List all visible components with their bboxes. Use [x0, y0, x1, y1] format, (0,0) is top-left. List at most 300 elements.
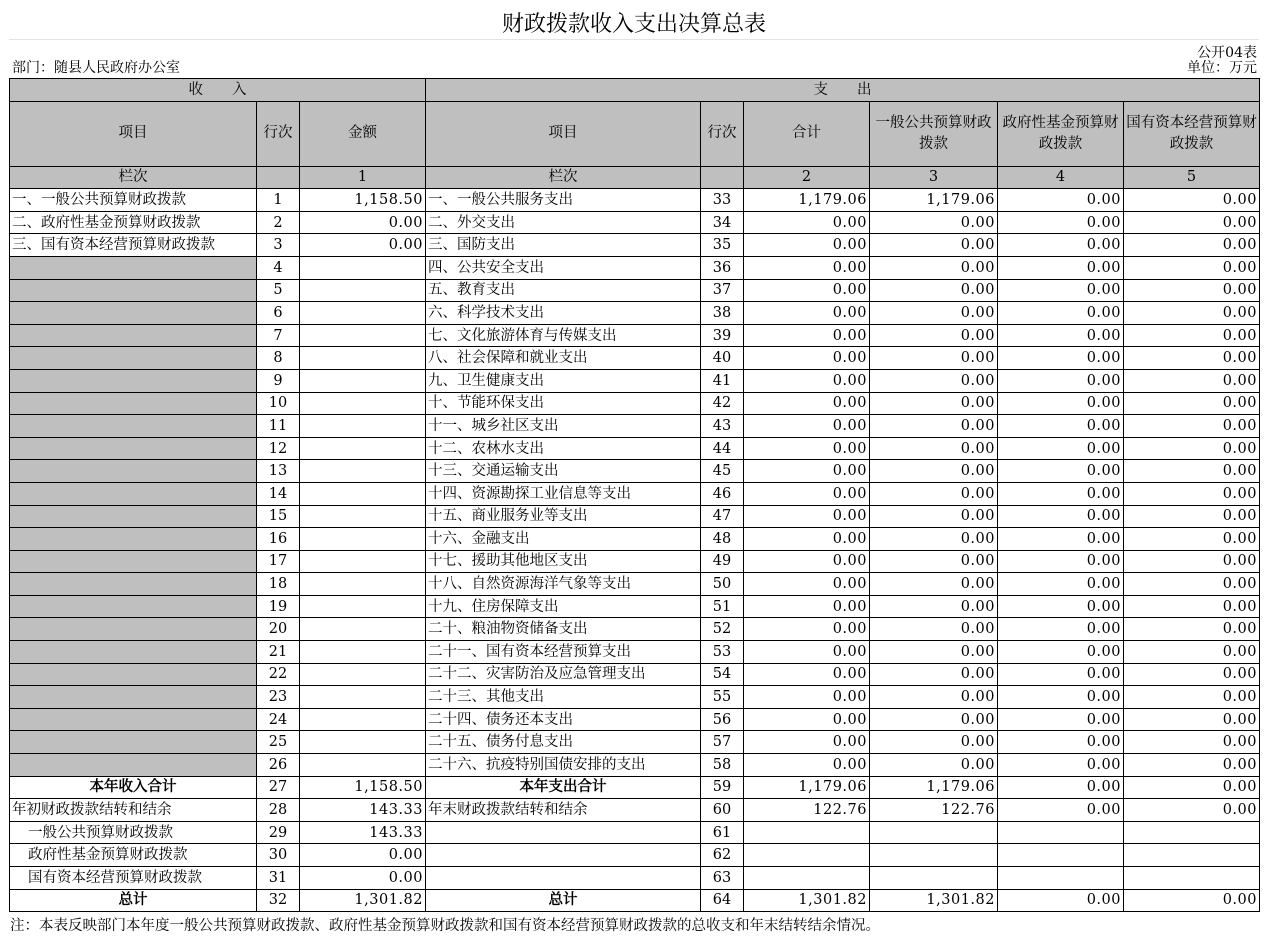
income-amount: [300, 302, 426, 325]
table-row: [10, 754, 1260, 777]
form-code: 公开04表: [1197, 45, 1257, 61]
sub-capital-amount: 0.00: [300, 867, 426, 890]
income-row-no: 4: [257, 256, 300, 279]
expense-row-no: 47: [701, 505, 744, 528]
expense-total: 0.00: [744, 641, 870, 664]
expense-row-no: 54: [701, 663, 744, 686]
expense-row-no: 37: [701, 279, 744, 302]
expense-total: 0.00: [744, 234, 870, 257]
sub-capital-row: 31: [257, 867, 300, 890]
table-row: [10, 347, 1260, 370]
expense-row-no: 48: [701, 528, 744, 551]
expense-row-no: 44: [701, 437, 744, 460]
table-row: [10, 708, 1260, 731]
expense-row-no: 34: [701, 211, 744, 234]
sub-fund-row: 30: [257, 844, 300, 867]
expense-general: 0.00: [870, 528, 998, 551]
income-item: [10, 618, 257, 641]
expense-fund: 0.00: [998, 595, 1124, 618]
income-row-no: 12: [257, 437, 300, 460]
income-amount: [300, 754, 426, 777]
expense-row-no: 42: [701, 392, 744, 415]
expense-item: 四、公共安全支出: [426, 256, 701, 279]
expense-fund: 0.00: [998, 505, 1124, 528]
expense-capital: 0.00: [1124, 731, 1260, 754]
income-item: [10, 256, 257, 279]
expense-general: 0.00: [870, 302, 998, 325]
expense-total: 0.00: [744, 482, 870, 505]
table-row: [10, 663, 1260, 686]
expense-item: 十九、住房保障支出: [426, 595, 701, 618]
sub-general-amount: 143.33: [300, 821, 426, 844]
table-row: [10, 234, 1260, 257]
expense-fund: 0.00: [998, 618, 1124, 641]
expense-row-no: 35: [701, 234, 744, 257]
expense-item: 二十二、灾害防治及应急管理支出: [426, 663, 701, 686]
income-row-no: 19: [257, 595, 300, 618]
income-row-no: 18: [257, 573, 300, 596]
expense-capital: 0.00: [1124, 663, 1260, 686]
table-row: [10, 369, 1260, 392]
expense-item: 十七、援助其他地区支出: [426, 550, 701, 573]
report-meta: [9, 40, 1259, 78]
expense-fund: 0.00: [998, 369, 1124, 392]
expense-general: 0.00: [870, 256, 998, 279]
income-row-no: 14: [257, 482, 300, 505]
income-row-no: 20: [257, 618, 300, 641]
income-amount: 0.00: [300, 211, 426, 234]
grand-income-label: 总计: [10, 889, 257, 912]
income-row-no: 2: [257, 211, 300, 234]
income-row-no: 24: [257, 708, 300, 731]
year-income-row: 27: [257, 776, 300, 799]
expense-capital: 0.00: [1124, 369, 1260, 392]
expense-fund: 0.00: [998, 550, 1124, 573]
expense-general: 0.00: [870, 437, 998, 460]
expense-fund: 0.00: [998, 708, 1124, 731]
expense-item: 十四、资源勘探工业信息等支出: [426, 482, 701, 505]
year-expense-capital: 0.00: [1124, 776, 1260, 799]
expense-fund: 0.00: [998, 234, 1124, 257]
income-item: 三、国有资本经营预算财政拨款: [10, 234, 257, 257]
expense-capital: 0.00: [1124, 211, 1260, 234]
expense-capital: 0.00: [1124, 573, 1260, 596]
expense-item: 九、卫生健康支出: [426, 369, 701, 392]
sub-capital-label: 国有资本经营预算财政拨款: [10, 867, 257, 890]
table-row: [10, 550, 1260, 573]
grand-income-row: 32: [257, 889, 300, 912]
expense-item: 二十一、国有资本经营预算支出: [426, 641, 701, 664]
income-row-no: 23: [257, 686, 300, 709]
expense-fund: 0.00: [998, 482, 1124, 505]
income-item: [10, 528, 257, 551]
expense-general: 0.00: [870, 708, 998, 731]
income-amount: 1,158.50: [300, 189, 426, 212]
expense-rowno-header: 行次: [701, 101, 744, 166]
income-amount: [300, 369, 426, 392]
income-item: 二、政府性基金预算财政拨款: [10, 211, 257, 234]
sub-fund-expense-row: 62: [701, 844, 744, 867]
expense-fund: 0.00: [998, 686, 1124, 709]
blank-cell: [257, 166, 300, 189]
expense-total: 0.00: [744, 618, 870, 641]
expense-general: 0.00: [870, 279, 998, 302]
end-carryover-row: 60: [701, 799, 744, 822]
sub-fund-amount: 0.00: [300, 844, 426, 867]
expense-fund: 0.00: [998, 256, 1124, 279]
expense-total: 0.00: [744, 369, 870, 392]
income-row-no: 21: [257, 641, 300, 664]
carryover-sub-row: [10, 821, 1260, 844]
expense-general: 0.00: [870, 505, 998, 528]
expense-general: 1,179.06: [870, 189, 998, 212]
income-rowno-header: 行次: [257, 101, 300, 166]
income-row-no: 17: [257, 550, 300, 573]
expense-general: 0.00: [870, 595, 998, 618]
table-row: [10, 415, 1260, 438]
expense-general: 0.00: [870, 392, 998, 415]
expense-total: 0.00: [744, 550, 870, 573]
expense-general: 0.00: [870, 618, 998, 641]
expense-item: 十二、农林水支出: [426, 437, 701, 460]
expense-capital: 0.00: [1124, 392, 1260, 415]
table-row: [10, 302, 1260, 325]
income-amount: [300, 528, 426, 551]
income-item: [10, 460, 257, 483]
year-income-amount: 1,158.50: [300, 776, 426, 799]
column-header-row: [10, 101, 1260, 166]
expense-item: 五、教育支出: [426, 279, 701, 302]
income-item-header: 项目: [10, 101, 257, 166]
expense-fund: 0.00: [998, 211, 1124, 234]
table-row: [10, 256, 1260, 279]
income-amount: [300, 415, 426, 438]
income-item: [10, 573, 257, 596]
year-expense-fund: 0.00: [998, 776, 1124, 799]
income-row-no: 7: [257, 324, 300, 347]
expense-item: 七、文化旅游体育与传媒支出: [426, 324, 701, 347]
expense-item: 二十、粮油物资储备支出: [426, 618, 701, 641]
expense-capital: 0.00: [1124, 528, 1260, 551]
income-amount: [300, 708, 426, 731]
expense-capital: 0.00: [1124, 754, 1260, 777]
income-row-no: 25: [257, 731, 300, 754]
table-row: [10, 505, 1260, 528]
expense-row-no: 33: [701, 189, 744, 212]
expense-capital: 0.00: [1124, 482, 1260, 505]
income-amount: [300, 392, 426, 415]
general-budget-header: 一般公共预算财政拨款: [870, 101, 998, 166]
expense-general: 0.00: [870, 731, 998, 754]
col-index-3: 3: [870, 166, 998, 189]
expense-general: 0.00: [870, 460, 998, 483]
expense-general: 0.00: [870, 482, 998, 505]
expense-fund: 0.00: [998, 347, 1124, 370]
carryover-sub-row: [10, 844, 1260, 867]
department-label: 部门：随县人民政府办公室: [12, 60, 180, 76]
blank-cell: [744, 844, 870, 867]
table-row: [10, 618, 1260, 641]
expense-row-no: 53: [701, 641, 744, 664]
expense-fund: 0.00: [998, 324, 1124, 347]
sub-fund-label: 政府性基金预算财政拨款: [10, 844, 257, 867]
expense-fund: 0.00: [998, 189, 1124, 212]
expense-total-header: 合计: [744, 101, 870, 166]
blank-cell: [426, 867, 701, 890]
table-row: [10, 641, 1260, 664]
expense-general: 0.00: [870, 369, 998, 392]
expense-row-no: 40: [701, 347, 744, 370]
income-amount: [300, 573, 426, 596]
expense-row-no: 43: [701, 415, 744, 438]
expense-total: 0.00: [744, 324, 870, 347]
blank-cell: [998, 844, 1124, 867]
year-total-row: [10, 776, 1260, 799]
table-row: [10, 460, 1260, 483]
blank-cell: [870, 844, 998, 867]
income-amount: 0.00: [300, 234, 426, 257]
expense-fund: 0.00: [998, 573, 1124, 596]
year-expense-total: 1,179.06: [744, 776, 870, 799]
blank-cell: [744, 867, 870, 890]
expense-general: 0.00: [870, 324, 998, 347]
blank-cell: [870, 867, 998, 890]
income-amount: [300, 279, 426, 302]
expense-fund: 0.00: [998, 279, 1124, 302]
income-amount: [300, 347, 426, 370]
end-carryover-total: 122.76: [744, 799, 870, 822]
year-expense-row: 59: [701, 776, 744, 799]
expense-general: 0.00: [870, 663, 998, 686]
expense-total: 1,179.06: [744, 189, 870, 212]
expense-fund: 0.00: [998, 641, 1124, 664]
expense-fund: 0.00: [998, 392, 1124, 415]
income-item: [10, 754, 257, 777]
begin-carryover-row: 28: [257, 799, 300, 822]
expense-capital: 0.00: [1124, 708, 1260, 731]
income-item: [10, 437, 257, 460]
expense-item: 二十三、其他支出: [426, 686, 701, 709]
blank-cell: [1124, 844, 1260, 867]
income-amount: [300, 641, 426, 664]
end-carryover-label: 年末财政拨款结转和结余: [426, 799, 701, 822]
col-index-5: 5: [1124, 166, 1260, 189]
income-item: [10, 663, 257, 686]
income-amount: [300, 460, 426, 483]
sub-general-label: 一般公共预算财政拨款: [10, 821, 257, 844]
income-amount: [300, 324, 426, 347]
expense-row-no: 39: [701, 324, 744, 347]
expense-total: 0.00: [744, 686, 870, 709]
table-row: [10, 573, 1260, 596]
expense-capital: 0.00: [1124, 460, 1260, 483]
income-amount: [300, 482, 426, 505]
expense-item: 十三、交通运输支出: [426, 460, 701, 483]
expense-general: 0.00: [870, 754, 998, 777]
expense-item-header: 项目: [426, 101, 701, 166]
income-row-no: 16: [257, 528, 300, 551]
income-amount: [300, 595, 426, 618]
col-index-2: 2: [744, 166, 870, 189]
expense-row-no: 38: [701, 302, 744, 325]
income-item: [10, 686, 257, 709]
begin-carryover-label: 年初财政拨款结转和结余: [10, 799, 257, 822]
table-row: [10, 211, 1260, 234]
expense-row-no: 58: [701, 754, 744, 777]
blank-cell: [998, 821, 1124, 844]
income-amount: [300, 686, 426, 709]
group-header-row: [10, 79, 1260, 102]
expense-total: 0.00: [744, 279, 870, 302]
table-row: [10, 324, 1260, 347]
income-group-header: 收 入: [10, 79, 426, 102]
expense-capital: 0.00: [1124, 324, 1260, 347]
expense-total: 0.00: [744, 211, 870, 234]
income-amount: [300, 505, 426, 528]
expense-item: 二、外交支出: [426, 211, 701, 234]
income-amount-header: 金额: [300, 101, 426, 166]
expense-fund: 0.00: [998, 460, 1124, 483]
carryover-sub-row: [10, 867, 1260, 890]
expense-total: 0.00: [744, 415, 870, 438]
blank-cell: [870, 821, 998, 844]
expense-row-no: 51: [701, 595, 744, 618]
expense-row-no: 57: [701, 731, 744, 754]
expense-capital: 0.00: [1124, 437, 1260, 460]
expense-item: 二十五、债务付息支出: [426, 731, 701, 754]
expense-total: 0.00: [744, 302, 870, 325]
expense-total: 0.00: [744, 505, 870, 528]
grand-expense-row: 64: [701, 889, 744, 912]
expense-general: 0.00: [870, 686, 998, 709]
expense-row-no: 56: [701, 708, 744, 731]
grand-expense-general: 1,301.82: [870, 889, 998, 912]
expense-general: 0.00: [870, 550, 998, 573]
footnote: 注：本表反映部门本年度一般公共预算财政拨款、政府性基金预算财政拨款和国有资本经营预算财政拨款的总收支和年末结转结余情况。: [10, 918, 880, 935]
expense-capital: 0.00: [1124, 550, 1260, 573]
income-item: [10, 392, 257, 415]
expense-capital: 0.00: [1124, 279, 1260, 302]
col-index-1: 1: [300, 166, 426, 189]
expense-fund: 0.00: [998, 754, 1124, 777]
expense-total: 0.00: [744, 256, 870, 279]
table-row: [10, 189, 1260, 212]
income-row-no: 1: [257, 189, 300, 212]
sub-general-expense-row: 61: [701, 821, 744, 844]
income-item: [10, 369, 257, 392]
expense-general: 0.00: [870, 415, 998, 438]
expense-fund: 0.00: [998, 528, 1124, 551]
income-item: [10, 347, 257, 370]
expense-fund: 0.00: [998, 663, 1124, 686]
expense-item: 八、社会保障和就业支出: [426, 347, 701, 370]
expense-general: 0.00: [870, 347, 998, 370]
carryover-row: [10, 799, 1260, 822]
report-sheet: [9, 9, 1259, 935]
income-item: [10, 708, 257, 731]
expense-item: 二十六、抗疫特别国债安排的支出: [426, 754, 701, 777]
income-amount: [300, 618, 426, 641]
begin-carryover-amount: 143.33: [300, 799, 426, 822]
col-index-4: 4: [998, 166, 1124, 189]
blank-cell: [998, 867, 1124, 890]
expense-general: 0.00: [870, 211, 998, 234]
end-carryover-general: 122.76: [870, 799, 998, 822]
income-row-no: 15: [257, 505, 300, 528]
income-amount: [300, 663, 426, 686]
expense-capital: 0.00: [1124, 595, 1260, 618]
expense-total: 0.00: [744, 731, 870, 754]
expense-item: 十一、城乡社区支出: [426, 415, 701, 438]
grand-expense-capital: 0.00: [1124, 889, 1260, 912]
expense-item: 十、节能环保支出: [426, 392, 701, 415]
table-row: [10, 686, 1260, 709]
income-amount: [300, 550, 426, 573]
expense-item: 十五、商业服务业等支出: [426, 505, 701, 528]
state-capital-header: 国有资本经营预算财政拨款: [1124, 101, 1260, 166]
expense-fund: 0.00: [998, 415, 1124, 438]
expense-total: 0.00: [744, 573, 870, 596]
income-item: [10, 505, 257, 528]
income-item: [10, 595, 257, 618]
expense-item: 十六、金融支出: [426, 528, 701, 551]
expense-total: 0.00: [744, 595, 870, 618]
income-item: [10, 279, 257, 302]
blank-cell: [426, 821, 701, 844]
expense-row-no: 36: [701, 256, 744, 279]
column-index-row: [10, 166, 1260, 189]
income-item: [10, 302, 257, 325]
expense-row-no: 52: [701, 618, 744, 641]
income-item: [10, 324, 257, 347]
gov-fund-header: 政府性基金预算财政拨款: [998, 101, 1124, 166]
unit-label: 单位：万元: [1187, 60, 1257, 76]
income-row-no: 6: [257, 302, 300, 325]
table-row: [10, 731, 1260, 754]
income-row-no: 9: [257, 369, 300, 392]
expense-row-no: 55: [701, 686, 744, 709]
expense-total: 0.00: [744, 460, 870, 483]
fiscal-summary-table: [9, 78, 1260, 912]
income-row-no: 13: [257, 460, 300, 483]
expense-capital: 0.00: [1124, 302, 1260, 325]
income-amount: [300, 731, 426, 754]
table-row: [10, 595, 1260, 618]
income-item: [10, 550, 257, 573]
expense-fund: 0.00: [998, 302, 1124, 325]
expense-row-no: 49: [701, 550, 744, 573]
grand-expense-total: 1,301.82: [744, 889, 870, 912]
expense-fund: 0.00: [998, 731, 1124, 754]
sub-capital-expense-row: 63: [701, 867, 744, 890]
income-row-no: 3: [257, 234, 300, 257]
expense-capital: 0.00: [1124, 256, 1260, 279]
year-income-label: 本年收入合计: [10, 776, 257, 799]
expense-capital: 0.00: [1124, 618, 1260, 641]
expense-col-label: 栏次: [426, 166, 701, 189]
expense-item: 三、国防支出: [426, 234, 701, 257]
expense-item: 二十四、债务还本支出: [426, 708, 701, 731]
income-row-no: 11: [257, 415, 300, 438]
expense-row-no: 41: [701, 369, 744, 392]
income-row-no: 22: [257, 663, 300, 686]
income-item: [10, 641, 257, 664]
income-row-no: 8: [257, 347, 300, 370]
income-row-no: 5: [257, 279, 300, 302]
blank-cell: [744, 821, 870, 844]
expense-group-header: 支 出: [426, 79, 1260, 102]
blank-cell: [1124, 821, 1260, 844]
